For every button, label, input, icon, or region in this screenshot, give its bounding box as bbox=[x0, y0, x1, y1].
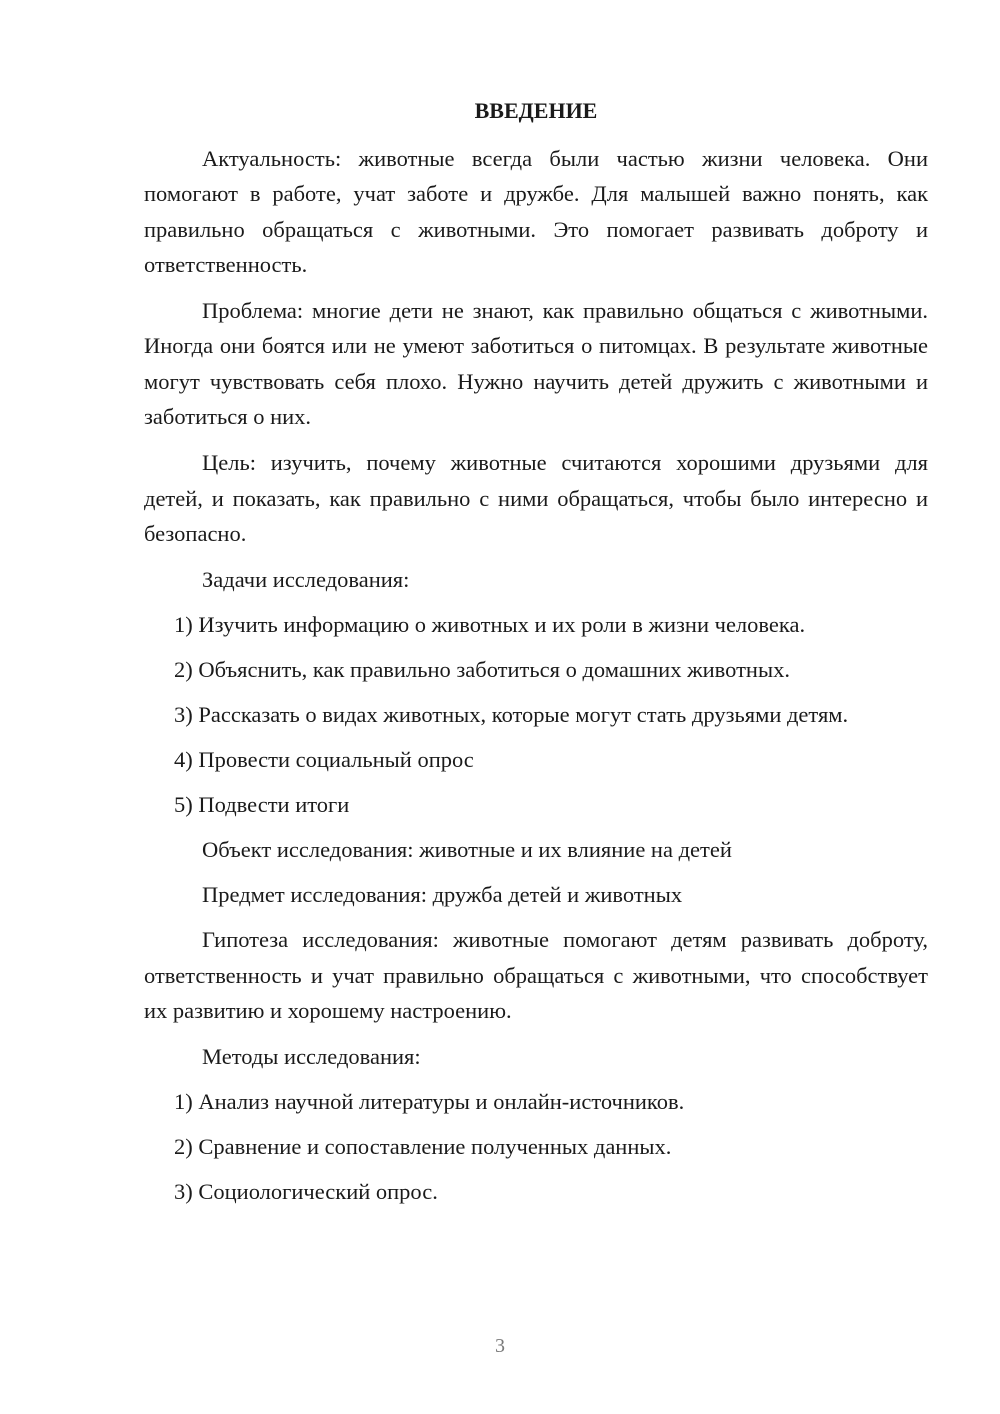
method-item: 1) Анализ научной литературы и онлайн-источников. bbox=[174, 1089, 685, 1115]
research-object: Объект исследования: животные и их влияние на детей bbox=[202, 837, 732, 863]
method-item: 2) Сравнение и сопоставление полученных данных. bbox=[174, 1134, 672, 1160]
task-item: 4) Провести социальный опрос bbox=[174, 747, 474, 773]
task-item: 2) Объяснить, как правильно заботиться о домашних животных. bbox=[174, 657, 790, 683]
goal-paragraph: Цель: изучить, почему животные считаются хорошими друзьями для детей, и показать, как правильно с ними обращаться, чтобы было интересно и безопасно. bbox=[144, 450, 928, 546]
section-title: ВВЕДЕНИЕ bbox=[474, 98, 598, 123]
research-subject: Предмет исследования: дружба детей и животных bbox=[202, 882, 683, 908]
method-item: 3) Социологический опрос. bbox=[174, 1179, 438, 1205]
page-number: 3 bbox=[495, 1335, 505, 1357]
task-item: 5) Подвести итоги bbox=[174, 792, 350, 818]
task-item: 1) Изучить информацию о животных и их роли в жизни человека. bbox=[174, 612, 806, 638]
document-body bbox=[144, 96, 928, 1219]
tasks-list bbox=[144, 607, 928, 822]
tasks-heading: Задачи исследования: bbox=[202, 567, 410, 593]
problem-paragraph: Проблема: многие дети не знают, как правильно общаться с животными. Иногда они боятся или не умеют заботиться о питомцах. В результате животные могут чувствовать себя плохо. Нужно научить детей дружить с животными и заботиться о них. bbox=[144, 298, 928, 430]
task-item: 3) Рассказать о видах животных, которые могут стать друзьями детям. bbox=[174, 702, 849, 728]
relevance-paragraph: Актуальность: животные всегда были частью жизни человека. Они помогают в работе, учат заботе и дружбе. Для малышей важно понять, как правильно обращаться с животными. Это помогает развивать доброту и ответственность. bbox=[144, 146, 928, 277]
hypothesis-paragraph: Гипотеза исследования: животные помогают детям развивать доброту, ответственность и учат правильно обращаться с животными, что способствует их развитию и хорошему настроению. bbox=[144, 927, 928, 1023]
methods-list bbox=[144, 1084, 928, 1209]
methods-heading: Методы исследования: bbox=[202, 1044, 421, 1070]
